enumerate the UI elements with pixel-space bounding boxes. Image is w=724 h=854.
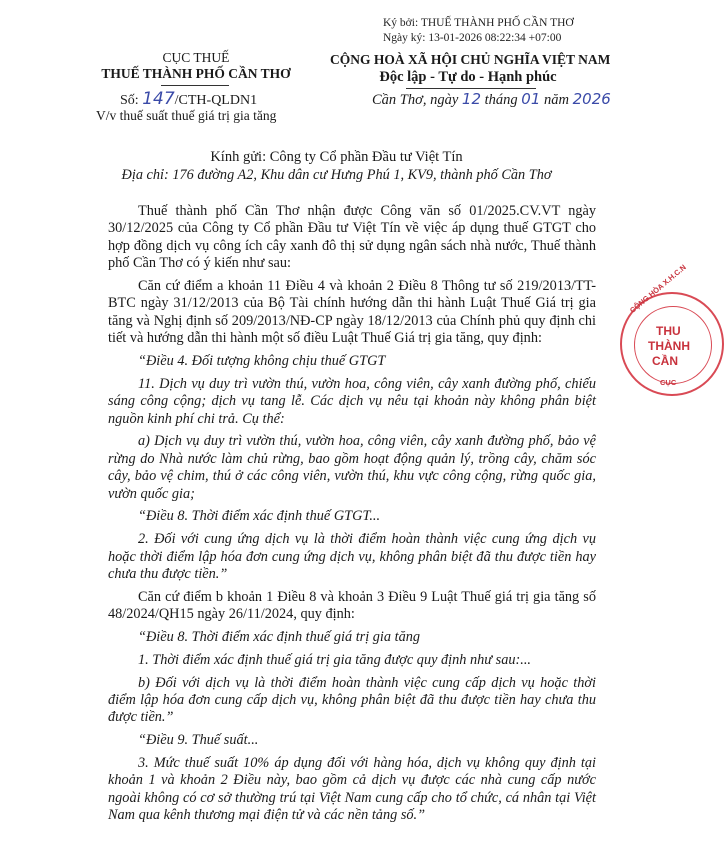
nation-title: CỘNG HOÀ XÃ HỘI CHỦ NGHĨA VIỆT NAM — [330, 52, 611, 67]
year-handwritten: 2026 — [572, 90, 611, 108]
quote-law-clause-3: 3. Mức thuế suất 10% áp dụng đối với hàng hóa, dịch vụ không quy định tại khoản 1 và khoản 2 Điều này, bao gồm cả dịch vụ được các nhà cung cấp nước ngoài không có cơ sở thường trú tại Việt Nam cung cấp cho tổ chức, cá nhân tại Việt Nam qua kênh thương mại điện tử và các nền tảng số.” — [108, 755, 596, 824]
number-suffix: /CTH-QLDN1 — [174, 93, 258, 108]
quote-law-article-9: “Điều 9. Thuế suất... — [138, 732, 259, 749]
national-motto: Độc lập - Tự do - Hạnh phúc — [379, 69, 557, 85]
seal-line-2: THÀNH — [648, 339, 690, 353]
agency-name: CỤC THUẾ — [162, 50, 230, 65]
paragraph-legal-basis-2: Căn cứ điểm b khoản 1 Điều 8 và khoản 3 Điều 9 Luật Thuế giá trị gia tăng số 48/2024/QH15 ngày 26/11/2024, quy định: — [108, 588, 596, 623]
number-handwritten: 147 — [142, 89, 175, 109]
place-and-date — [372, 90, 611, 109]
quote-article-8: “Điều 8. Thời điểm xác định thuế GTGT... — [138, 508, 381, 525]
quote-clause-2: 2. Đối với cung ứng dịch vụ là thời điểm hoàn thành việc cung ứng dịch vụ hoặc thời điểm lập hóa đơn cung ứng dịch vụ, không phân biệt đã thu được tiền hay chưa thu được tiền.” — [108, 531, 596, 583]
signed-date: Ngày ký: 13-01-2026 08:22:34 +07:00 — [383, 32, 562, 44]
official-seal-stamp — [620, 262, 724, 396]
motto-rule — [406, 88, 536, 89]
quote-law-article-8: “Điều 8. Thời điểm xác định thuế giá trị gia tăng — [138, 629, 421, 646]
month-label: tháng — [484, 92, 518, 108]
document-body — [108, 203, 596, 825]
digital-signature — [383, 16, 574, 46]
year-label: năm — [544, 92, 569, 108]
number-prefix: Số: — [120, 93, 139, 108]
paragraph-intro: Thuế thành phố Cần Thơ nhận được Công văn số 01/2025.CV.VT ngày 30/12/2025 của Công ty Cổ phần Đầu tư Việt Tín về việc áp dụng thuế GTGT cho hợp đồng dịch vụ công ích cây xanh đô thị sử dụng ngân sách nhà nước, Thuế thành phố Cần Thơ có ý kiến như sau: — [108, 203, 596, 272]
seal-line-3: CẦN — [652, 354, 678, 368]
quote-article-4: “Điều 4. Đối tượng không chịu thuế GTGT — [138, 353, 386, 370]
seal-top-text: CỘNG HÒA X.H.C.N — [628, 262, 688, 315]
recipient-address: Địa chỉ: 176 đường A2, Khu dân cư Hưng Phú 1, KV9, thành phố Cần Thơ — [121, 167, 552, 183]
document-subject: V/v thuế suất thuế giá trị gia tăng — [96, 108, 277, 123]
quote-clause-11: 11. Dịch vụ duy trì vườn thú, vườn hoa, công viên, cây xanh đường phố, chiếu sáng công cộng; dịch vụ tang lễ. Các dịch vụ nêu tại khoản này không phân biệt nguồn kinh phí chi trả. Cụ thể: — [108, 375, 596, 427]
paragraph-legal-basis-1: Căn cứ điểm a khoản 11 Điều 4 và khoản 2 Điều 8 Thông tư số 219/2013/TT-BTC ngày 31/12/2013 của Bộ Tài chính hướng dẫn thi hành Luật Thuế Giá trị gia tăng và Nghị định số 209/2013/NĐ-CP ngày 18/12/2013 của Chính phủ quy định chi tiết và hướng dẫn thi hành một số điều Luật Thuế Giá trị gia tăng, quy định: — [108, 278, 596, 347]
document-number — [120, 89, 257, 109]
month-handwritten: 01 — [521, 90, 541, 108]
quote-law-point-b: b) Đối với dịch vụ là thời điểm hoàn thành việc cung cấp dịch vụ hoặc thời điểm lập hóa đơn cung cấp dịch vụ, không phân biệt đã thu được tiền hay chưa thu được tiền.” — [108, 674, 596, 726]
quote-law-clause-1: 1. Thời điểm xác định thuế giá trị gia tăng được quy định như sau:... — [138, 651, 532, 668]
office-name: THUẾ THÀNH PHỐ CẦN THƠ — [101, 66, 291, 81]
place: Cần Thơ, ngày — [372, 92, 459, 108]
signed-by: Ký bởi: THUẾ THÀNH PHỐ CẦN THƠ — [383, 17, 574, 29]
recipient: Kính gửi: Công ty Cổ phần Đầu tư Việt Tín — [210, 149, 463, 165]
issuing-agency-block — [96, 50, 296, 82]
seal-line-1: THU — [656, 324, 681, 338]
seal-bottom-text: CỤC — [660, 378, 677, 387]
left-header-rule — [161, 85, 229, 86]
quote-point-a: a) Dịch vụ duy trì vườn thú, vườn hoa, công viên, cây xanh đường phố, bảo vệ rừng do Nhà nước làm chủ rừng, bao gồm hoạt động quản lý, trồng cây, chăm sóc cây, bảo vệ chim, thú ở các công viên, vườn thú, khu vực công cộng, rừng quốc gia, vườn quốc gia; — [108, 433, 596, 502]
day-handwritten: 12 — [461, 90, 482, 108]
